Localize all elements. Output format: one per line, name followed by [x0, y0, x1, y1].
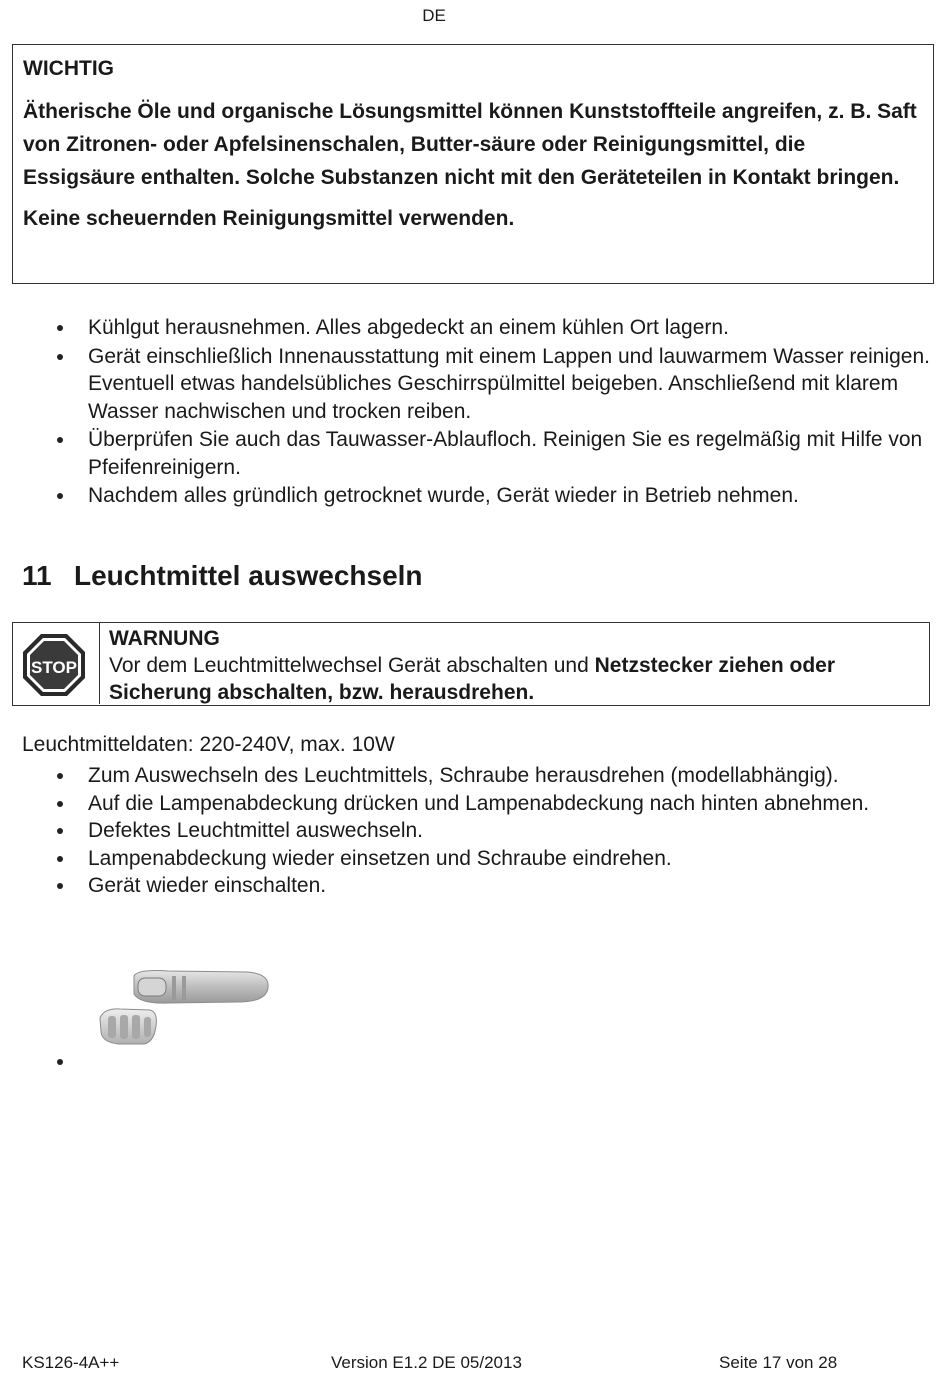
important-text-abrasive: Keine scheuernden Reinigungsmittel verwenden.	[23, 207, 515, 230]
list-item: Zum Auswechseln des Leuchtmittels, Schraube herausdrehen (modellabhängig).	[0, 762, 930, 790]
section-title: Leuchtmittel auswechseln	[74, 560, 423, 591]
lamp-data: Leuchtmitteldaten: 220-240V, max. 10W	[22, 733, 395, 756]
section-heading	[22, 560, 423, 592]
footer-page-number: Seite 17 von 28	[719, 1353, 838, 1372]
important-notice-box	[12, 44, 934, 284]
list-item: Lampenabdeckung wieder einsetzen und Schraube eindrehen.	[0, 845, 930, 873]
warning-icon-cell	[13, 623, 100, 704]
page-language: DE	[422, 6, 446, 25]
footer-version: Version E1.2 DE 05/2013	[331, 1353, 522, 1372]
list-item: Defektes Leuchtmittel auswechseln.	[0, 817, 930, 845]
list-item: Nachdem alles gründlich getrocknet wurde, Gerät wieder in Betrieb nehmen.	[0, 482, 930, 510]
empty-bullet	[57, 1059, 63, 1065]
footer-model: KS126-4A++	[22, 1353, 120, 1372]
list-item: Kühlgut herausnehmen. Alles abgedeckt an einem kühlen Ort lagern.	[0, 314, 930, 342]
warning-text-bold: Netzstecker ziehen oder Sicherung abschalten, bzw. herausdrehen.	[109, 654, 836, 704]
warning-text-plain: Vor dem Leuchtmittelwechsel Gerät abschalten und	[109, 654, 595, 677]
list-item: Gerät wieder einschalten.	[0, 872, 930, 900]
warning-title: WARNUNG	[109, 627, 220, 650]
section-number: 11	[22, 560, 52, 591]
list-item: Überprüfen Sie auch das Tauwasser-Ablaufloch. Reinigen Sie es regelmäßig mit Hilfe von Pfeifenreinigern.	[0, 426, 930, 481]
list-item: Auf die Lampenabdeckung drücken und Lampenabdeckung nach hinten abnehmen.	[0, 790, 930, 818]
list-item: Gerät einschließlich Innenausstattung mit einem Lappen und lauwarmem Wasser reinigen. Eventuell etwas handelsübliches Geschirrspülmittel beigeben. Anschließend mit klarem Wasser nachwischen und trocken reiben.	[0, 343, 930, 426]
lamp-cover-image	[98, 966, 288, 1061]
warning-box	[12, 622, 930, 706]
replace-steps-list	[0, 762, 930, 900]
cleaning-steps-list	[0, 314, 930, 511]
important-text: Ätherische Öle und organische Lösungsmittel können Kunststoffteile angreifen, z. B. Saft von Zitronen- oder Apfelsinenschalen, Butter-säure oder Reinigungsmittel, die Essigsäure enthalten. Solche Substanzen nicht mit den Geräteteilen in Kontakt bringen.	[23, 100, 917, 189]
important-title: WICHTIG	[23, 57, 114, 80]
stop-sign-text: STOP	[31, 658, 77, 677]
warning-text	[109, 625, 919, 706]
stop-sign-icon	[22, 633, 86, 697]
